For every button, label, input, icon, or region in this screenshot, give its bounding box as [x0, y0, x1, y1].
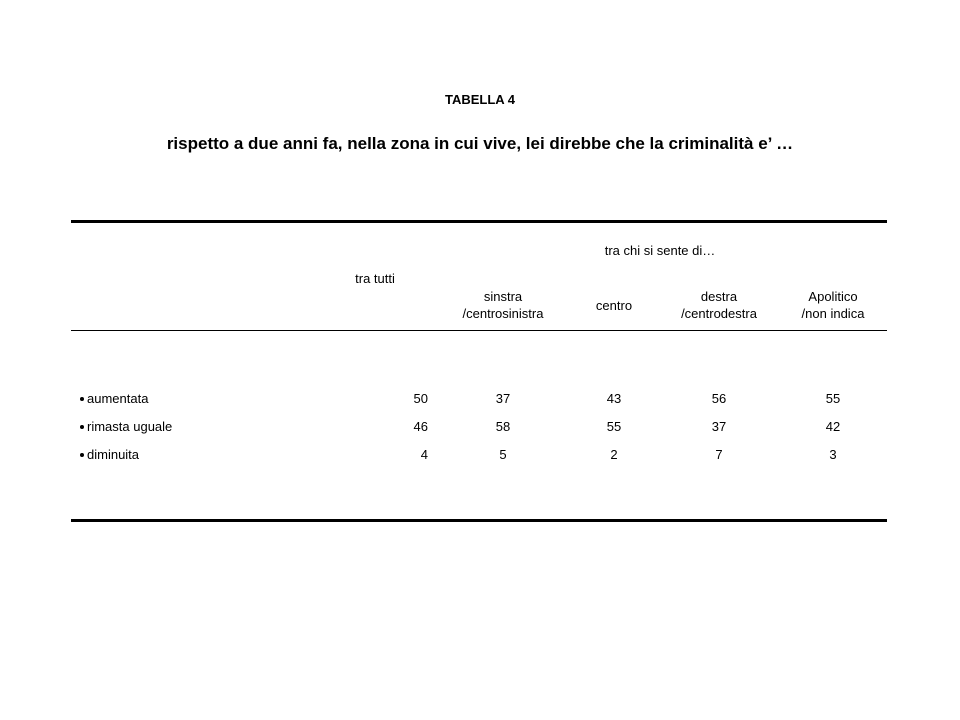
- row-label-aumentata: [80, 391, 148, 406]
- cell-sinistra: 58: [495, 419, 511, 434]
- header-col-line1: Apolitico: [808, 289, 858, 304]
- header-col-line1: destra: [700, 289, 738, 304]
- row-label-rimasta-uguale: [80, 419, 172, 434]
- header-col-line1: centro: [595, 298, 633, 313]
- header-col-apolitico: [773, 288, 893, 322]
- header-col-destra: [659, 288, 779, 322]
- table-title: TABELLA 4: [444, 92, 516, 107]
- row-label-text: diminuita: [87, 447, 140, 462]
- bullet-icon: [80, 397, 84, 401]
- header-rule: [71, 330, 887, 331]
- cell-centro: 2: [610, 447, 618, 462]
- row-label-text: rimasta uguale: [87, 419, 173, 434]
- header-total: tra tutti: [355, 271, 395, 286]
- row-label-diminuita: [80, 447, 139, 462]
- cell-total: 4: [420, 447, 428, 462]
- group-header: tra chi si sente di…: [604, 243, 716, 258]
- bullet-icon: [80, 453, 84, 457]
- cell-total: 50: [413, 391, 428, 406]
- header-col-line2: /centrodestra: [681, 306, 757, 321]
- cell-apolitico: 42: [825, 419, 841, 434]
- header-col-sinistra: [443, 288, 563, 322]
- row-label-text: aumentata: [87, 391, 149, 406]
- cell-destra: 37: [711, 419, 727, 434]
- header-col-line1: sinstra: [483, 289, 523, 304]
- cell-apolitico: 3: [829, 447, 837, 462]
- cell-destra: 7: [715, 447, 723, 462]
- cell-sinistra: 37: [495, 391, 511, 406]
- question-text: rispetto a due anni fa, nella zona in cui vive, lei direbbe che la criminalità e’ …: [166, 134, 794, 153]
- cell-total: 46: [413, 419, 428, 434]
- cell-centro: 55: [606, 419, 622, 434]
- header-col-centro: [574, 297, 654, 314]
- top-rule: [71, 220, 887, 223]
- cell-centro: 43: [606, 391, 622, 406]
- cell-apolitico: 55: [825, 391, 841, 406]
- header-col-line2: /centrosinistra: [462, 306, 544, 321]
- bottom-rule: [71, 519, 887, 522]
- cell-destra: 56: [711, 391, 727, 406]
- header-col-line2: /non indica: [801, 306, 865, 321]
- cell-sinistra: 5: [499, 447, 507, 462]
- bullet-icon: [80, 425, 84, 429]
